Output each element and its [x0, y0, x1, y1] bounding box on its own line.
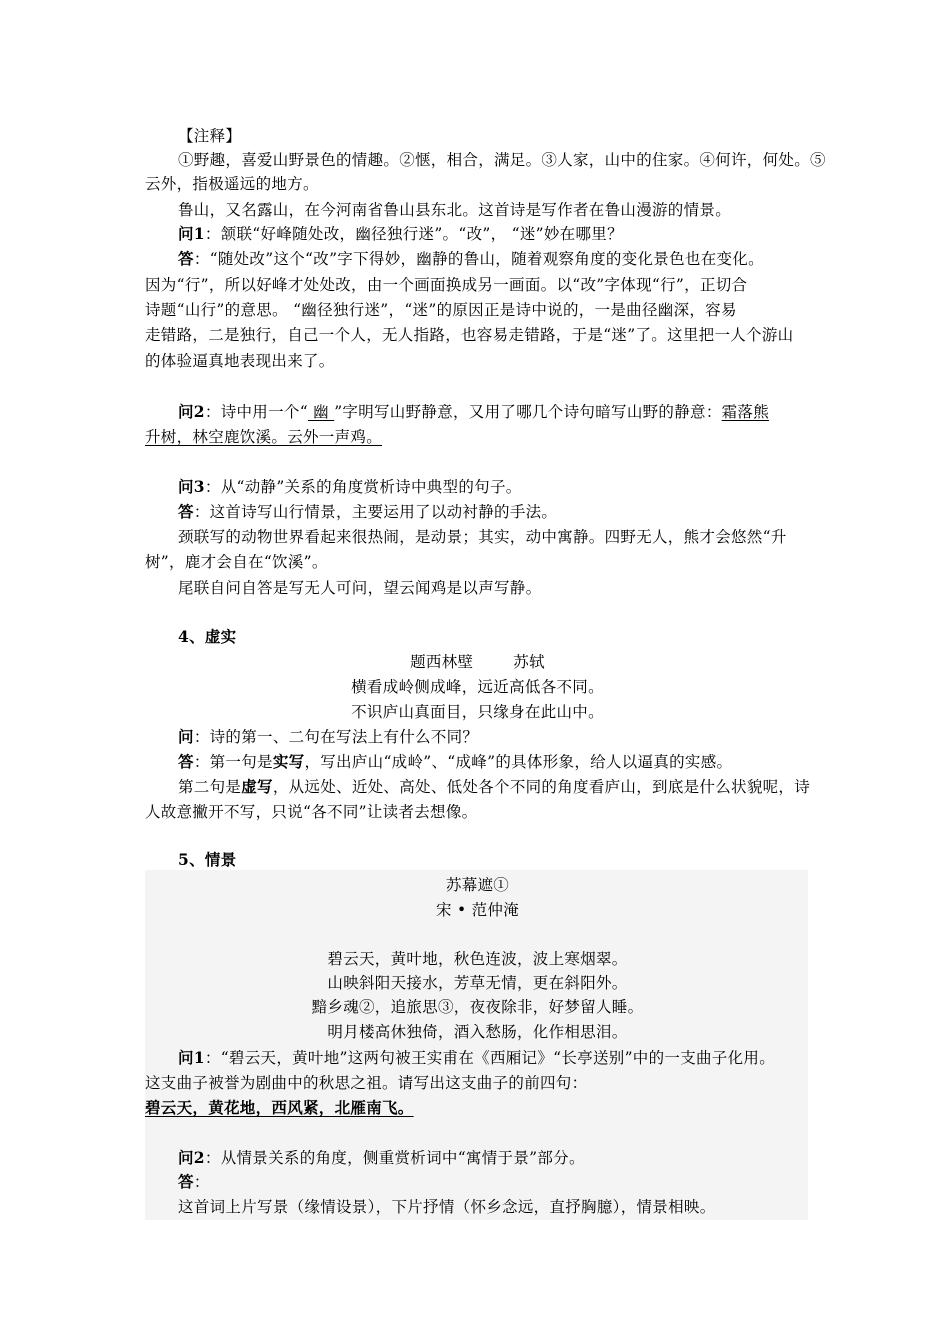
question-1-text: ：颔联“好峰随处改，幽径独行迷”。“改”， “迷”妙在哪里？	[204, 225, 623, 243]
section-4-para-2-bold: 虚写	[241, 777, 273, 796]
section-4-answer-text-1: ：第一句是	[193, 753, 273, 771]
section-4-para-2-line-1	[178, 775, 810, 799]
section-5-question-1-line-2: 这支曲子被誉为剧曲中的秋思之祖。请写出这支曲子的前四句：	[145, 1074, 588, 1092]
question-3-label: 问3	[178, 477, 205, 496]
answer-3	[178, 500, 810, 524]
section-5-poem-line-4: 明月楼高休独倚，酒入愁肠，化作相思泪。	[327, 1023, 628, 1041]
section-5-question-1-label: 问1	[178, 1048, 205, 1067]
question-2-answer-part-2: 升树，林空鹿饮溪。云外一声鸡。	[145, 428, 383, 446]
section-5-heading: 5、情景	[178, 850, 237, 869]
section-5-answer-2-colon: ：	[193, 1173, 210, 1191]
section-4-poem-author: 苏轼	[513, 653, 545, 671]
section-5-answer-2-label: 答	[178, 1172, 194, 1191]
answer-1-line-3: 诗题“山行”的意思。 “幽径独行迷”，“迷”的原因正是诗中说的，一是曲径幽深，容易	[145, 301, 737, 319]
answer-1-line-1	[178, 247, 810, 271]
answer-1-label: 答	[178, 249, 194, 268]
section-5-question-1-text: ：“碧云天，黄叶地”这两句被王实甫在《西厢记》“长亭送别”中的一支曲子化用。	[204, 1049, 775, 1067]
section-5-poem-line-1: 碧云天，黄叶地，秋色连波，波上寒烟翠。	[327, 950, 628, 968]
section-5-answer-2-text: 这首词上片写景（缘情设景），下片抒情（怀乡念远，直抒胸臆），情景相映。	[178, 1198, 716, 1216]
section-5-poem-line-3: 黯乡魂②，追旅思③，夜夜除非，好梦留人睡。	[311, 998, 644, 1016]
section-4-para-2-text-1: 第二句是	[178, 778, 242, 796]
section-4-answer-bold: 实写	[272, 752, 305, 771]
section-4-poem-title	[145, 650, 810, 674]
question-1	[178, 222, 810, 246]
section-5-poem-title: 苏幕遮①	[445, 876, 510, 894]
question-3-text: ：从“动静”关系的角度赏析诗中典型的句子。	[204, 478, 522, 496]
question-2-label: 问2	[178, 402, 205, 421]
section-4-question-text: ：诗的第一、二句在写法上有什么不同？	[193, 728, 479, 746]
question-2-answer-part-1: 霜落熊	[721, 403, 770, 421]
notes-line-2: 云外，指极遥远的地方。	[145, 175, 319, 193]
answer-1-text: ：“随处改”这个“改”字下得妙，幽静的鲁山，随着观察角度的变化景色也在变化。	[193, 250, 764, 268]
section-4-answer	[178, 750, 810, 774]
section-4-poem-title-text: 题西林壁	[410, 653, 474, 671]
answer-3-para-2-line-2: 树”，鹿才会自在“饮溪”。	[145, 553, 328, 571]
section-5-poem-author: 宋 • 范仲淹	[435, 901, 520, 919]
answer-3-text: ：这首诗写山行情景，主要运用了以动衬静的手法。	[193, 503, 558, 521]
section-5-question-2-text: ：从情景关系的角度，侧重赏析词中“寓情于景”部分。	[204, 1149, 585, 1167]
answer-1-line-5: 的体验逼真地表现出来了。	[145, 352, 335, 370]
notes-heading: 【注释】	[178, 127, 242, 145]
question-2-text-before: ：诗中用一个“	[204, 403, 308, 421]
answer-1-line-4: 走错路，二是独行，自己一个人，无人指路，也容易走错路，于是“迷”了。这里把一人个游山	[145, 326, 794, 344]
section-5-question-2-label: 问2	[178, 1148, 205, 1167]
question-2-line-2	[145, 425, 810, 449]
section-5-question-2	[178, 1146, 810, 1170]
section-4-para-2-text-2: ，从远处、近处、高处、低处各个不同的角度看庐山，到底是什么状貌呢，诗	[272, 778, 811, 796]
question-2-text-after: ”字明写山野静意，又用了哪几个诗句暗写山野的静意：	[334, 403, 722, 421]
answer-3-para-2-line-1: 颈联写的动物世界看起来很热闹，是动景；其实，动中寓静。四野无人，熊才会悠然“升	[178, 528, 787, 546]
section-5-poem-line-2: 山映斜阳天接水，芳草无情，更在斜阳外。	[327, 974, 628, 992]
question-3	[178, 475, 810, 499]
section-5-question-1-line-1	[178, 1046, 810, 1070]
lushan-intro: 鲁山，又名露山，在今河南省鲁山县东北。这首诗是写作者在鲁山漫游的情景。	[178, 201, 732, 219]
section-4-question	[178, 725, 810, 749]
section-5-question-1-answer: 碧云天，黄花地，西风紧，北雁南飞。	[145, 1098, 414, 1117]
answer-3-para-3: 尾联自问自答是写无人可问，望云闻鸡是以声写静。	[178, 579, 542, 597]
question-2-line-1	[178, 400, 810, 424]
section-4-answer-text-2: ，写出庐山“成岭”、“成峰”的具体形象，给人以逼真的实感。	[304, 753, 733, 771]
section-4-heading: 4、虚实	[178, 627, 237, 646]
section-4-poem-line-1: 横看成岭侧成峰，远近高低各不同。	[351, 678, 604, 696]
question-1-label: 问1	[178, 224, 205, 243]
section-5-answer-2-label-line	[178, 1170, 810, 1194]
section-4-answer-label: 答	[178, 752, 194, 771]
section-4-para-2-line-2: 人故意撇开不写，只说“各不同”让读者去想像。	[145, 803, 478, 821]
question-2-blank: 幽	[307, 403, 335, 421]
answer-1-line-2: 因为“行”，所以好峰才处处改，由一个画面换成另一画面。以“改”字体现“行”，正切合	[145, 276, 748, 294]
notes-line-1: ①野趣，喜爱山野景色的情趣。②惬，相合，满足。③人家，山中的住家。④何许，何处。⑤	[178, 151, 826, 169]
section-4-question-label: 问	[178, 727, 194, 746]
answer-3-label: 答	[178, 502, 194, 521]
section-4-poem-line-2: 不识庐山真面目，只缘身在此山中。	[351, 703, 604, 721]
